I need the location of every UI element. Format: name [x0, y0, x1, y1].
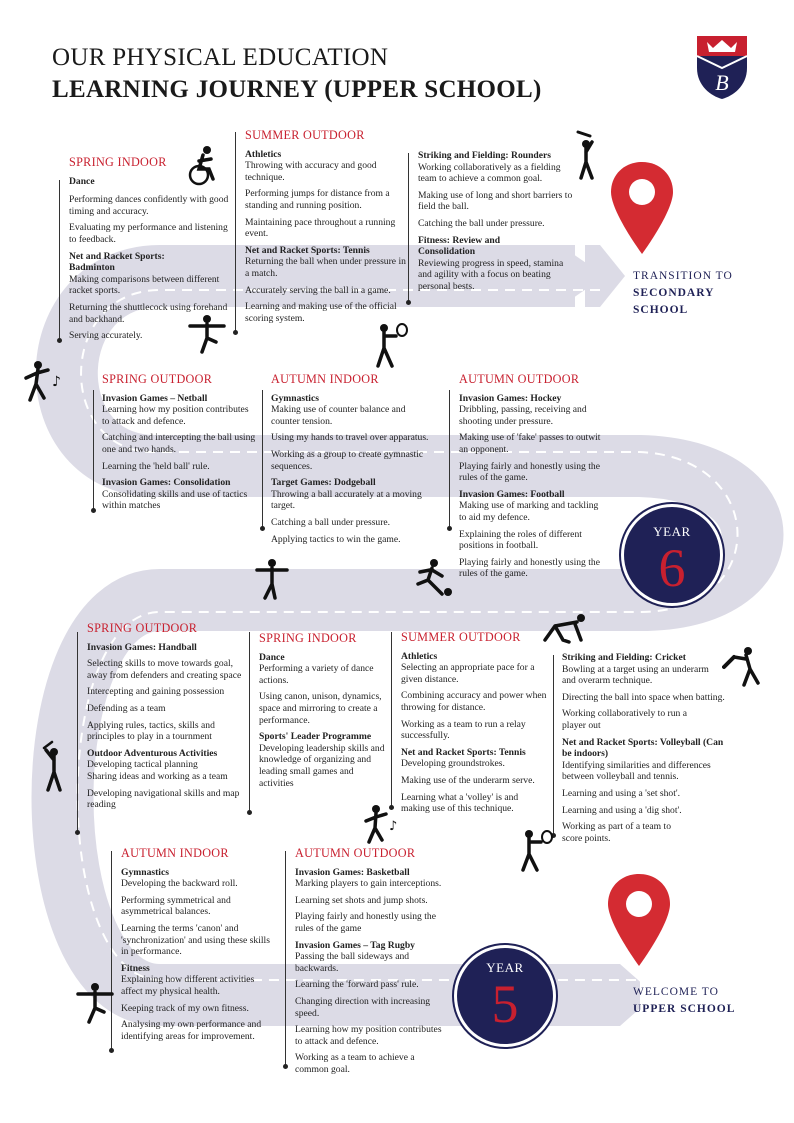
y6-summer-outdoor-season: SUMMER OUTDOOR	[245, 128, 365, 142]
activity-title: Net and Racket Sports: Tennis	[401, 746, 526, 758]
year6-badge	[624, 507, 720, 603]
gymnast-balance-icon-2	[76, 982, 114, 1024]
golfer-icon	[38, 740, 70, 792]
welcome-line1: WELCOME TO	[633, 986, 719, 998]
learning-point: Bowling at a target using an underarm and overarm technique.	[562, 663, 709, 687]
y6-spring-outdoor	[102, 374, 257, 517]
year5-number: 5	[491, 974, 519, 1034]
learning-point: Analysing my own performance and identifying areas for improvement.	[121, 1019, 262, 1042]
learning-point: Performing jumps for distance from a standing and running position.	[245, 188, 390, 211]
learning-point: Throwing a ball accurately at a moving target.	[271, 488, 422, 512]
learning-point: Reviewing progress in speed, stamina and agility with a focus on beating personal bests.	[418, 257, 564, 292]
y6-spring-indoor-season: SPRING INDOOR	[69, 155, 167, 169]
cricket-batter-icon	[722, 645, 768, 687]
year5-label: YEAR	[486, 960, 524, 975]
learning-point: Selecting an appropriate pace for a given distance.	[401, 662, 535, 685]
year6-number: 6	[658, 538, 686, 598]
activity-title: Striking and Fielding: Cricket	[562, 652, 686, 663]
transition-line2: SECONDARY	[633, 287, 715, 299]
learning-point: Serving accurately.	[69, 330, 143, 342]
gymnast-leap-icon	[255, 558, 289, 600]
learning-point: Making use of marking and tackling to aid my defence.	[459, 500, 599, 523]
learning-point: Making use of the underarm serve.	[401, 774, 535, 786]
gymnast-balance-icon	[188, 314, 226, 354]
learning-point: Learning the terms 'canon' and 'synchronization' and using these skills in performance.	[121, 922, 270, 958]
learning-point: Performing dances confidently with good timing and accuracy.	[69, 194, 229, 217]
activity-title: Gymnastics	[271, 392, 319, 404]
learning-point: Explaining how different activities affect my physical health.	[121, 974, 255, 997]
learning-point: Working as a team to run a relay successfully.	[401, 718, 526, 742]
learning-point: Learning what a 'volley' is and making use of this technique.	[401, 791, 519, 815]
activity-title: Fitness: Review and Consolidation	[418, 234, 501, 258]
tennis-player-icon	[370, 322, 412, 368]
page-title-line2: LEARNING JOURNEY (UPPER SCHOOL)	[52, 76, 542, 103]
learning-point: Dribbling, passing, receiving and shooting under pressure.	[459, 404, 587, 427]
learning-point: Learning how my position contributes to attack and defence.	[102, 404, 249, 427]
transition-line3: SCHOOL	[633, 304, 689, 316]
activity-title: Sports' Leader Programme	[259, 731, 372, 743]
learning-point: Learning and using a 'set shot'.	[562, 787, 681, 799]
learning-point: Selecting skills to move towards goal, away from defenders and creating space	[87, 658, 242, 681]
learning-point: Developing navigational skills and map reading	[87, 787, 240, 811]
activity-title: Invasion Games: Football	[459, 488, 565, 500]
activity-title: Gymnastics	[121, 866, 169, 878]
activity-title: Athletics	[245, 148, 282, 160]
welcome-line2: UPPER SCHOOL	[633, 1003, 736, 1015]
learning-point: Evaluating my performance and listening to feedback.	[69, 222, 228, 245]
y6-autumn-indoor	[271, 374, 429, 550]
baseball-batter-icon	[570, 130, 602, 180]
learning-point: Returning the shuttlecock using forehand and backhand.	[69, 301, 228, 325]
y6-summer-outdoor	[245, 130, 407, 329]
activity-title: Target Games: Dodgeball	[271, 477, 376, 489]
y6-spring-outdoor-season: SPRING OUTDOOR	[102, 372, 213, 386]
learning-point: Changing direction with increasing speed.	[295, 995, 431, 1019]
learning-point: Making use of long and short barriers to field the ball.	[418, 189, 573, 213]
activity-title: Invasion Games: Consolidation	[102, 477, 231, 489]
school-crest-icon	[695, 34, 749, 100]
y5-spring-outdoor	[87, 623, 247, 816]
learning-point: Developing groundstrokes.	[401, 758, 505, 770]
transition-label	[633, 268, 733, 319]
activity-title: Net and Racket Sports: Tennis	[245, 244, 370, 256]
learning-point: Making use of counter balance and counter tension.	[271, 404, 406, 427]
learning-point: Using my hands to travel over apparatus.	[271, 432, 429, 444]
activity-title: Invasion Games: Basketball	[295, 866, 410, 878]
year5-badge	[457, 948, 553, 1044]
activity-title: Fitness	[121, 962, 150, 974]
learning-point: Playing fairly and honestly using the rules of the game.	[459, 460, 600, 484]
transition-map-pin-icon	[609, 160, 675, 256]
page-title-line1: OUR PHYSICAL EDUCATION	[52, 44, 389, 71]
learning-point: Performing a variety of dance actions.	[259, 663, 374, 686]
y5-spring-outdoor-season: SPRING OUTDOOR	[87, 621, 198, 635]
learning-point: Sharing ideas and working as a team	[87, 770, 228, 782]
y6-autumn-outdoor-season: AUTUMN OUTDOOR	[459, 372, 580, 386]
learning-point: Applying tactics to win the game.	[271, 533, 401, 545]
y5-spring-indoor	[259, 633, 387, 794]
learning-point: Working collaboratively as a fielding team to achieve a common goal.	[418, 161, 561, 185]
learning-point: Keeping track of my own fitness.	[121, 1002, 249, 1014]
learning-point: Learning and making use of the official scoring system.	[245, 301, 397, 324]
learning-point: Marking players to gain interceptions.	[295, 878, 442, 890]
soccer-player-icon	[412, 558, 454, 598]
learning-point: Learning how my position contributes to attack and defence.	[295, 1024, 442, 1047]
activity-title: Invasion Games – Tag Rugby	[295, 939, 415, 951]
svg-text:♪: ♪	[52, 374, 61, 390]
activity-title: Net and Racket Sports: Badminton	[69, 250, 165, 274]
learning-point: Learning the 'held ball' rule.	[102, 460, 210, 472]
y5-autumn-outdoor	[295, 848, 445, 1081]
dancer-music-icon	[22, 360, 64, 402]
learning-point: Working collaboratively to run a player out	[562, 708, 687, 731]
learning-point: Passing the ball sideways and backwards.	[295, 951, 410, 974]
learning-point: Playing fairly and honestly using the rules of the game.	[459, 556, 600, 580]
learning-point: Developing leadership skills and knowledge of organizing and leading small games and activities	[259, 742, 385, 789]
learning-point: Combining accuracy and power when throwing for distance.	[401, 690, 547, 713]
learning-point: Defending as a team	[87, 702, 166, 714]
y5-autumn-indoor-season: AUTUMN INDOOR	[121, 846, 229, 860]
activity-title: Invasion Games – Netball	[102, 392, 208, 404]
dancer-music-icon-2	[362, 804, 402, 844]
y6-autumn-outdoor	[459, 374, 601, 585]
learning-point: Working as a group to create gymnastic sequences.	[271, 448, 424, 472]
learning-point: Intercepting and gaining possession	[87, 686, 225, 698]
y5-spring-indoor-season: SPRING INDOOR	[259, 631, 357, 645]
learning-point: Learning the 'forward pass' rule.	[295, 979, 419, 991]
y6-autumn-indoor-season: AUTUMN INDOOR	[271, 372, 379, 386]
learning-point: Learning set shots and jump shots.	[295, 894, 428, 906]
welcome-label	[633, 984, 735, 1018]
year6-label: YEAR	[653, 524, 691, 539]
learning-point: Throwing with accuracy and good technique.	[245, 160, 377, 183]
tennis-player-icon-2	[515, 828, 557, 872]
learning-point: Using canon, unison, dynamics, space and mirroring to create a performance.	[259, 691, 382, 726]
learning-point: Identifying similarities and differences between volleyball and tennis.	[562, 759, 711, 783]
y5-summer-outdoor-2	[562, 652, 744, 849]
learning-point: Directing the ball into space when batting.	[562, 691, 725, 703]
learning-point: Making comparisons between different racket sports.	[69, 273, 220, 297]
learning-point: Consolidating skills and use of tactics within matches	[102, 488, 248, 512]
learning-point: Catching and intercepting the ball using one and two hands.	[102, 432, 256, 455]
sprinter-start-icon	[541, 612, 589, 644]
learning-point: Developing tactical planning	[87, 759, 198, 771]
crest-letter: B	[715, 70, 729, 95]
welcome-map-pin-icon	[606, 872, 672, 968]
activity-title: Dance	[69, 175, 95, 187]
y5-summer-outdoor-season: SUMMER OUTDOOR	[401, 630, 521, 644]
activity-title: Dance	[259, 651, 285, 663]
learning-point: Working as part of a team to score points.	[562, 821, 671, 844]
learning-point: Working as a team to achieve a common goal.	[295, 1052, 415, 1075]
activity-title: Invasion Games: Hockey	[459, 392, 562, 404]
svg-text:♪: ♪	[389, 819, 398, 834]
learning-point: Developing the backward roll.	[121, 878, 238, 890]
learning-point: Accurately serving the ball in a game.	[245, 284, 391, 296]
y5-summer-outdoor	[401, 632, 549, 820]
learning-point: Maintaining pace throughout a running event.	[245, 216, 396, 240]
learning-point: Performing symmetrical and asymmetrical balances.	[121, 894, 231, 918]
y5-autumn-indoor	[121, 848, 271, 1047]
learning-point: Making use of 'fake' passes to outwit an opponent.	[459, 432, 601, 455]
learning-point: Explaining the roles of different positions in football.	[459, 528, 582, 552]
activity-title: Athletics	[401, 650, 438, 662]
y6-summer-outdoor-2	[418, 150, 578, 298]
activity-title: Invasion Games: Handball	[87, 641, 197, 653]
learning-point: Catching a ball under pressure.	[271, 516, 391, 528]
learning-point: Playing fairly and honestly using the rules of the game	[295, 911, 436, 934]
activity-title: Net and Racket Sports: Volleyball (Can be indoors)	[562, 736, 724, 760]
learning-point: Learning and using a 'dig shot'.	[562, 804, 682, 816]
wheelchair-athlete-icon	[185, 145, 221, 187]
activity-title: Outdoor Adventurous Activities	[87, 747, 218, 759]
learning-point: Catching the ball under pressure.	[418, 217, 545, 229]
y5-autumn-outdoor-season: AUTUMN OUTDOOR	[295, 846, 416, 860]
activity-title: Striking and Fielding: Rounders	[418, 150, 552, 161]
transition-line1: TRANSITION TO	[633, 270, 733, 282]
learning-point: Applying rules, tactics, skills and principles to play in a tournment	[87, 719, 215, 743]
learning-point: Returning the ball when under pressure in a match.	[245, 256, 406, 279]
